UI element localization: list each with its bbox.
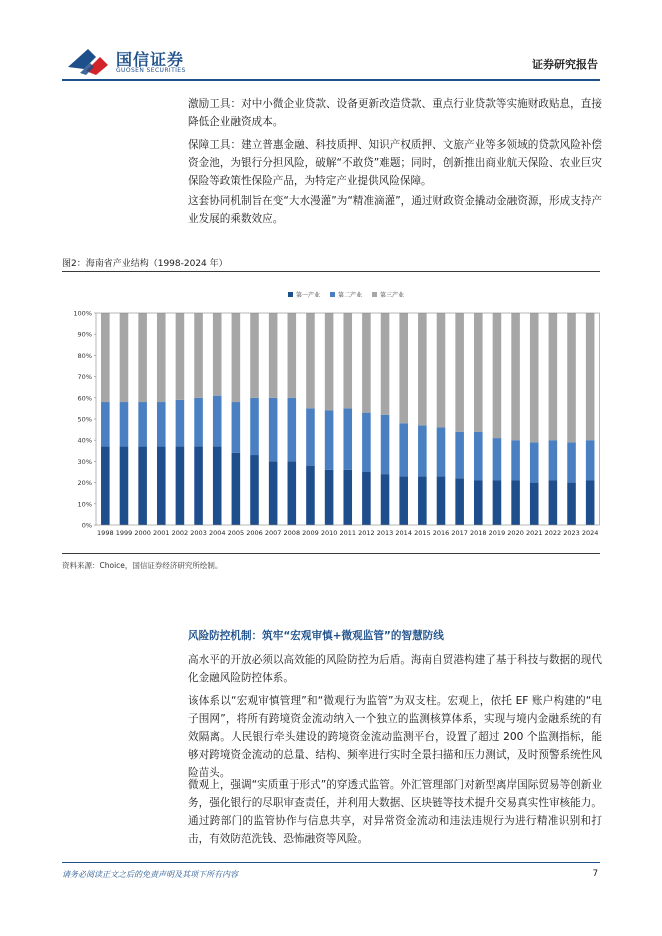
- bar-segment-2006-series1: [250, 455, 259, 525]
- y-tick-label: 20%: [77, 479, 92, 488]
- x-tick-label-1999: 1999: [115, 529, 133, 537]
- x-tick-label-2021: 2021: [525, 529, 543, 537]
- bar-segment-2005-series3: [232, 313, 241, 402]
- bar-segment-2016-series3: [437, 313, 446, 427]
- x-tick-label-2006: 2006: [246, 529, 263, 537]
- bar-segment-2008-series2: [288, 398, 297, 462]
- bar-segment-2016-series2: [437, 427, 446, 476]
- bar-segment-2008-series1: [288, 461, 297, 525]
- figure-source-note: 资料来源：Choice，国信证券经济研究所绘制。: [62, 561, 223, 570]
- bar-segment-2018-series1: [474, 480, 483, 525]
- page-number: 7: [592, 869, 598, 879]
- bar-segment-2009-series3: [306, 313, 315, 408]
- legend-swatch-1: [288, 292, 293, 297]
- logo-name-cn: 国信证券: [116, 50, 185, 69]
- bar-segment-1999-series3: [120, 313, 129, 402]
- guosen-logo-icon: [66, 45, 110, 77]
- bar-segment-2020-series2: [511, 440, 520, 480]
- bar-segment-2004-series2: [213, 396, 222, 447]
- bar-segment-2018-series3: [474, 313, 483, 432]
- y-tick-label: 60%: [77, 394, 92, 403]
- paragraph-incentive-tools: 激励工具：对中小微企业贷款、设备更新改造贷款、重点行业贷款等实施财政贴息，直接降低企业融资成本。: [188, 98, 602, 128]
- x-tick-label-2001: 2001: [152, 529, 170, 537]
- chart-bars: [101, 313, 594, 525]
- legend-label-2: 第二产业: [338, 292, 363, 299]
- x-tick-label-2017: 2017: [451, 529, 468, 537]
- bar-segment-2001-series2: [157, 402, 166, 447]
- bar-segment-1999-series1: [120, 447, 129, 525]
- bar-segment-2007-series2: [269, 398, 278, 462]
- bar-segment-2014-series1: [399, 476, 408, 525]
- bar-segment-2010-series3: [325, 313, 334, 411]
- x-tick-label-2007: 2007: [264, 529, 282, 537]
- logo-name-en: GUOSEN SECURITIES: [116, 67, 186, 74]
- bar-segment-2022-series3: [549, 313, 558, 440]
- bar-segment-2002-series3: [176, 313, 185, 400]
- x-tick-label-2005: 2005: [227, 529, 245, 537]
- legend-label-3: 第三产业: [380, 292, 405, 299]
- x-tick-label-2002: 2002: [171, 529, 189, 537]
- bar-segment-2001-series3: [157, 313, 166, 402]
- x-tick-label-2020: 2020: [507, 529, 524, 537]
- bar-segment-2003-series3: [194, 313, 203, 398]
- bar-segment-2002-series2: [176, 400, 185, 447]
- bar-segment-2011-series2: [343, 408, 352, 469]
- bar-segment-2002-series1: [176, 447, 185, 525]
- bar-segment-2000-series1: [138, 447, 147, 525]
- x-tick-label-2015: 2015: [414, 529, 431, 537]
- bar-segment-2009-series2: [306, 408, 315, 465]
- bar-segment-2015-series1: [418, 476, 427, 525]
- x-tick-label-2023: 2023: [563, 529, 580, 537]
- legend-swatch-3: [372, 292, 377, 297]
- x-tick-label-2008: 2008: [283, 529, 301, 537]
- x-tick-label-2024: 2024: [581, 529, 599, 537]
- bar-segment-2023-series3: [567, 313, 576, 442]
- bar-segment-2000-series2: [138, 402, 147, 447]
- bar-segment-2014-series3: [399, 313, 408, 423]
- x-tick-label-2016: 2016: [432, 529, 450, 537]
- paragraph-mechanism-summary: 这套协同机制旨在变“大水漫灌”为“精准滴灌”，通过财政资金撬动金融资源，形成支持产业发展的乘数效应。: [188, 195, 602, 225]
- bar-segment-2024-series1: [586, 480, 595, 525]
- bar-segment-2010-series1: [325, 470, 334, 525]
- paragraph-guarantee-tools: 保障工具：建立普惠金融、科技质押、知识产权质押、文旅产业等多领域的贷款风险补偿资金池，为银行分担风险，破解“不敢贷”难题；同时，创新推出商业航天保险、农业巨灾保险等政策性保险产品，为特定产业提供风险保障。: [188, 139, 602, 187]
- paragraph-macro-prudential: 该体系以“宏观审慎管理”和“微观行为监管”为双支柱。宏观上，依托 EF 账户构建的“电子围网”，将所有跨境资金流动纳入一个独立的监测核算体系，实现与境内金融系统的有效隔离。人民银行牵头建设的跨境资金流动监测平台，设置了超过 200 个监测指标，能够对跨境资金流动的总量、结构、频率进行实时全景扫描和压力测试，及时预警系统性风险苗头。: [188, 695, 602, 779]
- bar-segment-2003-series2: [194, 398, 203, 447]
- x-tick-label-2011: 2011: [339, 529, 357, 537]
- bar-segment-2020-series1: [511, 480, 520, 525]
- bar-segment-2021-series2: [530, 442, 539, 482]
- legend-label-1: 第一产业: [296, 292, 321, 299]
- bar-segment-2024-series2: [586, 440, 595, 480]
- industry-structure-chart: [62, 280, 600, 548]
- footer-disclaimer: 请务必阅读正文之后的免责声明及其项下所有内容: [62, 870, 238, 879]
- bar-segment-2019-series1: [493, 480, 502, 525]
- bar-segment-1998-series3: [101, 313, 110, 402]
- bar-segment-2014-series2: [399, 423, 408, 476]
- legend-swatch-2: [330, 292, 335, 297]
- paragraph-risk-intro: 高水平的开放必须以高效能的风险防控为后盾。海南自贸港构建了基于科技与数据的现代化金融风险防控体系。: [188, 654, 602, 684]
- bar-segment-2005-series1: [232, 453, 241, 525]
- bar-segment-2011-series1: [343, 470, 352, 525]
- y-tick-label: 0%: [81, 521, 92, 530]
- bar-segment-2012-series1: [362, 472, 371, 525]
- figure-bottom-divider: [62, 553, 600, 554]
- bar-segment-2017-series3: [455, 313, 464, 432]
- bar-segment-2020-series3: [511, 313, 520, 440]
- x-tick-label-2022: 2022: [544, 529, 562, 537]
- bar-segment-2021-series3: [530, 313, 539, 442]
- x-tick-label-2019: 2019: [488, 529, 506, 537]
- x-tick-label-2000: 2000: [134, 529, 151, 537]
- bar-segment-2011-series3: [343, 313, 352, 408]
- y-tick-label: 70%: [77, 373, 92, 382]
- paragraph-micro-supervision: 微观上，强调“实质重于形式”的穿透式监管。外汇管理部门对新型离岸国际贸易等创新业务，强化银行的尽职审查责任，并利用大数据、区块链等技术提升交易真实性审核能力。通过跨部门的监管协作与信息共享，对异常资金流动和违法违规行为进行精准识别和打击，有效防范洗钱、恐怖融资等风险。: [188, 779, 602, 845]
- bar-segment-2013-series2: [381, 415, 390, 474]
- bar-segment-2003-series1: [194, 447, 203, 525]
- bar-segment-2019-series2: [493, 438, 502, 480]
- bar-segment-2023-series2: [567, 442, 576, 482]
- x-tick-label-2003: 2003: [190, 529, 207, 537]
- bar-segment-2021-series1: [530, 483, 539, 525]
- footer-divider: [62, 862, 600, 863]
- y-tick-label: 50%: [77, 415, 92, 424]
- chart-y-axis: [73, 310, 96, 530]
- bar-segment-1999-series2: [120, 402, 129, 447]
- report-type-label: 证券研究报告: [532, 58, 598, 71]
- y-tick-label: 30%: [77, 457, 92, 466]
- x-tick-label-2018: 2018: [470, 529, 487, 537]
- bar-segment-2004-series3: [213, 313, 222, 396]
- bar-segment-2005-series2: [232, 402, 241, 453]
- bar-segment-1998-series2: [101, 402, 110, 447]
- bar-segment-2018-series2: [474, 432, 483, 481]
- bar-segment-2022-series2: [549, 440, 558, 480]
- y-tick-label: 10%: [77, 500, 92, 509]
- bar-segment-2017-series2: [455, 432, 464, 479]
- chart-legend: [288, 291, 404, 299]
- x-tick-label-2004: 2004: [208, 529, 226, 537]
- y-tick-label: 90%: [77, 330, 92, 339]
- y-tick-label: 100%: [73, 309, 92, 318]
- bar-segment-2010-series2: [325, 411, 334, 470]
- bar-segment-2007-series3: [269, 313, 278, 398]
- bar-segment-2015-series3: [418, 313, 427, 425]
- figure-top-divider: [62, 271, 600, 272]
- x-tick-label-2014: 2014: [395, 529, 412, 537]
- x-tick-label-2012: 2012: [358, 529, 375, 537]
- figure-caption: 图2：海南省产业结构（1998-2024 年）: [62, 259, 228, 269]
- bar-segment-2009-series1: [306, 466, 315, 525]
- bar-segment-2023-series1: [567, 483, 576, 525]
- bar-segment-2007-series1: [269, 461, 278, 525]
- x-tick-label-2009: 2009: [302, 529, 319, 537]
- bar-segment-2015-series2: [418, 425, 427, 476]
- bar-segment-2012-series2: [362, 413, 371, 472]
- bar-segment-2006-series2: [250, 398, 259, 455]
- bar-segment-2019-series3: [493, 313, 502, 438]
- bar-segment-2001-series1: [157, 447, 166, 525]
- bar-segment-2017-series1: [455, 478, 464, 525]
- chart-x-axis: [97, 529, 598, 537]
- bar-segment-2013-series3: [381, 313, 390, 415]
- x-tick-label-2013: 2013: [376, 529, 394, 537]
- bar-segment-2024-series3: [586, 313, 595, 440]
- bar-segment-2013-series1: [381, 474, 390, 525]
- bar-segment-2022-series1: [549, 480, 558, 525]
- y-tick-label: 80%: [77, 351, 92, 360]
- bar-segment-2004-series1: [213, 447, 222, 525]
- x-tick-label-1998: 1998: [97, 529, 114, 537]
- bar-segment-2008-series3: [288, 313, 297, 398]
- bar-segment-2006-series3: [250, 313, 259, 398]
- header-divider: [62, 79, 600, 81]
- section-title: 风险防控机制：筑牢“宏观审慎+微观监管”的智慧防线: [188, 630, 444, 642]
- y-tick-label: 40%: [77, 436, 92, 445]
- bar-segment-2012-series3: [362, 313, 371, 413]
- bar-segment-2000-series3: [138, 313, 147, 402]
- bar-segment-2016-series1: [437, 476, 446, 525]
- bar-segment-1998-series1: [101, 447, 110, 525]
- x-tick-label-2010: 2010: [320, 529, 338, 537]
